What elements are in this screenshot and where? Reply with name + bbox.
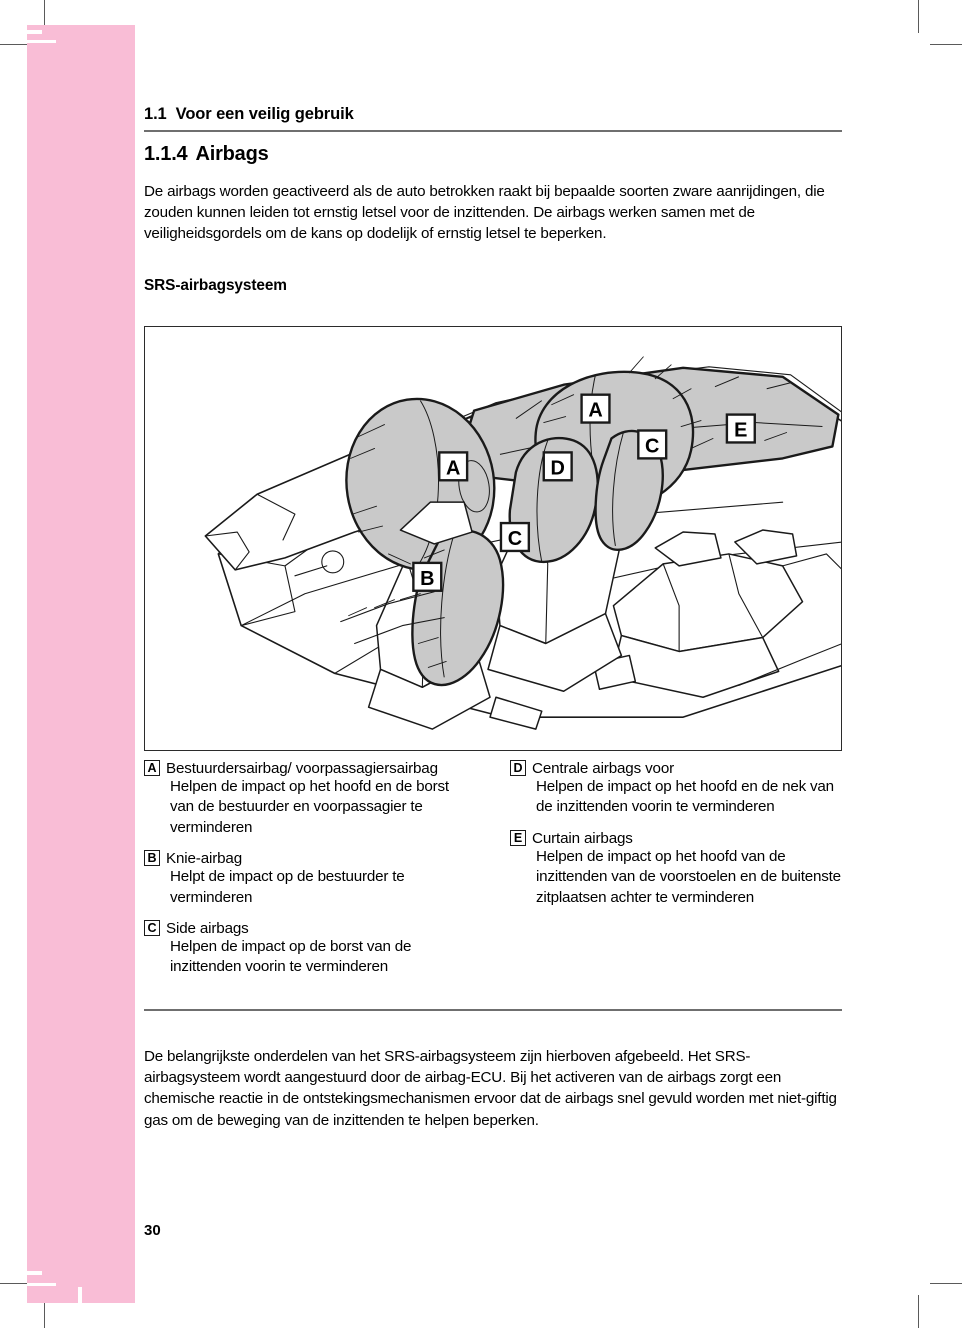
legend-title-a: Bestuurdersairbag/ voorpassagiersairbag [166, 760, 438, 777]
legend-item-b [144, 850, 474, 908]
svg-text:C: C [507, 527, 523, 550]
legend-description-e: Helpen de impact op het hoofd van de inzittenden van de voorstoelen en de buitenste zitplaatsen achter te verminderen [536, 847, 841, 906]
callout-label-E [727, 415, 755, 443]
crop-mark-top-right-vertical [918, 0, 919, 33]
crop-mark-bottom-right-horizontal [930, 1283, 962, 1284]
legend-item-c [144, 920, 474, 978]
intro-paragraph: De airbags worden geactiveerd als de auto betrokken raakt bij bepaalde soorten zware aanrijdingen, die zouden kunnen leiden tot ernstig letsel voor de inzittenden. De airbags werken samen met de veiligheidsgordels om de kans op dodelijk of ernstig letsel te beperken. [144, 183, 825, 243]
svg-text:C: C [645, 435, 660, 458]
legend-title-b: Knie-airbag [166, 850, 243, 868]
legend-item-d [510, 760, 842, 818]
page-content [144, 0, 844, 1328]
edge-tab-notch [27, 40, 56, 43]
legend-tag-a: A [144, 760, 160, 776]
legend-title-d: Centrale airbags voor [532, 760, 675, 777]
page-number: 30 [144, 1222, 161, 1239]
airbag-system-figure [144, 326, 842, 751]
legend-title-e: Curtain airbags [532, 829, 633, 847]
running-head-title: Voor een veilig gebruik [175, 105, 354, 123]
edge-tab-notch [27, 30, 42, 34]
crop-mark-bottom-right-vertical [918, 1295, 919, 1328]
legend-item-e [510, 830, 842, 908]
edge-tab-notch [27, 1283, 56, 1286]
legend-rule [144, 1009, 842, 1011]
legend-description-a: Helpen de impact op het hoofd en de borst van de bestuurder en voorpassagier te verminderen [170, 778, 449, 836]
svg-text:A: A [588, 399, 603, 422]
subheading: SRS-airbagsysteem [144, 277, 287, 294]
legend-tag-c: C [144, 920, 160, 936]
callout-label-C-passenger [638, 431, 666, 459]
legend-column-left [144, 760, 474, 978]
outro-paragraph: De belangrijkste onderdelen van het SRS-airbagsysteem zijn hierboven afgebeeld. Het SRS-airbagsysteem wordt aangestuurd door de airbag-ECU. Bij het activeren van de airbags zorgt een chemische reactie in de ontstekingsmechanismen ervoor dat de airbags snel gevuld worden met niet-giftig gas om de beweging van de inzittenden te helpen beperken. [144, 1048, 837, 1129]
svg-text:E: E [734, 419, 748, 442]
legend-tag-d: D [510, 760, 526, 776]
svg-text:A: A [446, 457, 461, 480]
legend-description-b: Helpt de impact op de bestuurder te verminderen [170, 868, 405, 906]
legend-tag-b: B [144, 850, 160, 866]
callout-label-D [544, 452, 572, 480]
car-interior-airbag-illustration [145, 327, 841, 750]
legend-title-c: Side airbags [166, 920, 249, 938]
header-rule [144, 130, 842, 132]
svg-text:D: D [550, 457, 565, 480]
edge-tab-notch [27, 1271, 42, 1275]
callout-label-C-driver [501, 523, 529, 551]
page-title [144, 143, 269, 166]
svg-text:B: B [420, 567, 435, 590]
section-number: 1.1.4 [144, 143, 188, 165]
callout-label-A-passenger [582, 395, 610, 423]
section-heading-text: Airbags [195, 143, 269, 165]
legend-description-d: Helpen de impact op het hoofd en de nek van de inzittenden voorin te verminderen [536, 778, 834, 816]
chapter-edge-tab [27, 25, 135, 1303]
running-head [144, 105, 842, 124]
callout-label-B [413, 563, 441, 591]
crop-mark-top-right-horizontal [930, 44, 962, 45]
callout-label-A-driver [439, 452, 467, 480]
legend-column-right [510, 760, 842, 908]
legend-item-a [144, 760, 474, 838]
edge-tab-notch [78, 1287, 82, 1303]
legend-description-c: Helpen de impact op de borst van de inzittenden voorin te verminderen [170, 938, 412, 976]
running-head-number: 1.1 [144, 105, 167, 123]
legend-tag-e: E [510, 830, 526, 846]
